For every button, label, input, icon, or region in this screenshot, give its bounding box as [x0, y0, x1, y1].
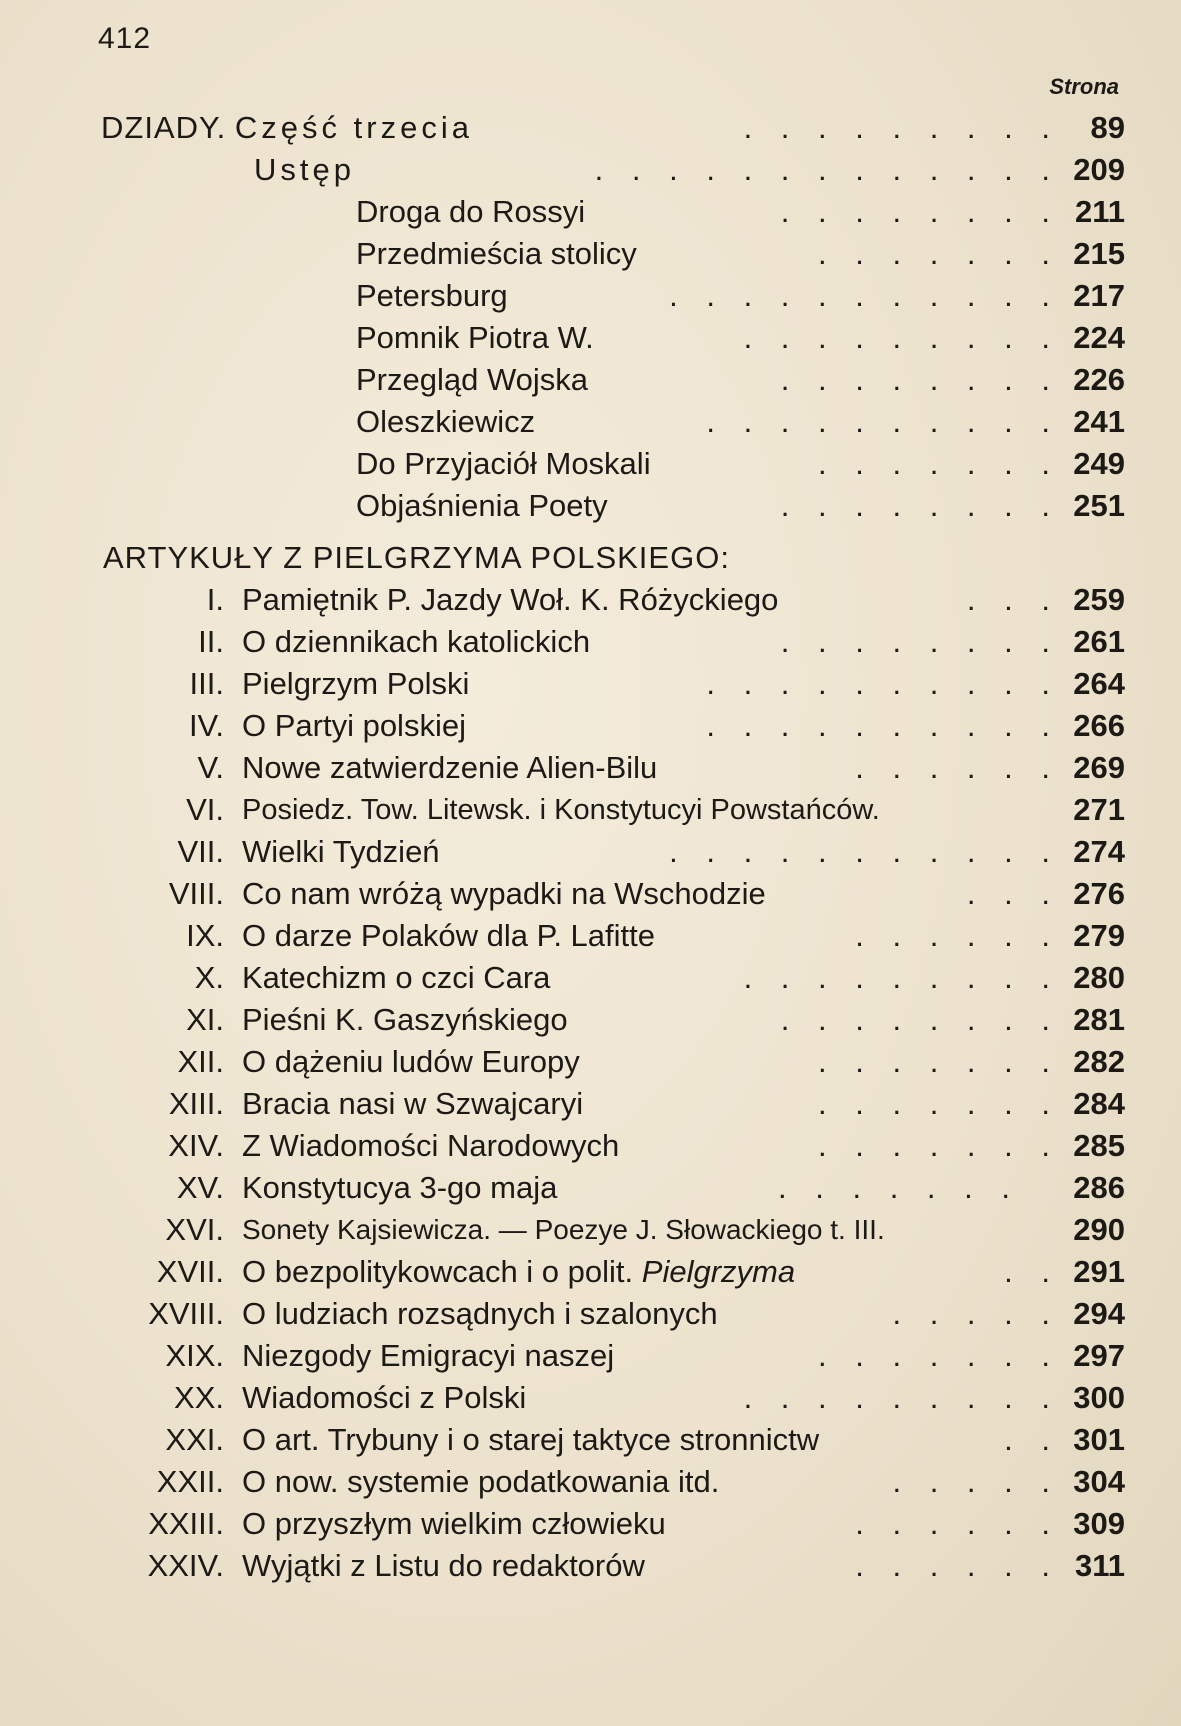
toc-roman-numeral: XVIII.	[148, 1296, 224, 1331]
leader-dots: . . . . . .	[855, 750, 1060, 785]
toc-page-number: 284	[1073, 1086, 1125, 1121]
toc-page-number: 89	[1090, 110, 1125, 145]
toc-article-entry	[0, 1042, 1181, 1082]
toc-roman-numeral: X.	[194, 960, 224, 995]
toc-entry-title: Droga do Rossyi	[356, 194, 586, 229]
toc-page-number: 311	[1074, 1548, 1125, 1583]
toc-roman-numeral: XII.	[177, 1044, 224, 1079]
toc-entry-title: Pamiętnik P. Jazdy Woł. K. Różyckiego	[242, 582, 779, 617]
toc-roman-numeral: XI.	[186, 1002, 224, 1037]
toc-subentry	[0, 276, 1181, 316]
toc-subentry	[0, 486, 1181, 526]
toc-page-number: 241	[1073, 404, 1125, 439]
page-number: 412	[98, 22, 152, 55]
toc-article-entry	[0, 1252, 1181, 1292]
toc-page-number: 274	[1073, 834, 1125, 869]
leader-dots: . . . . . . .	[818, 1128, 1060, 1163]
toc-article-entry	[0, 1126, 1181, 1166]
toc-entry-title: Przegląd Wojska	[356, 362, 589, 397]
toc-roman-numeral: V.	[197, 750, 224, 785]
leader-dots: . . . . . .	[855, 1506, 1060, 1541]
toc-page-number: 217	[1073, 278, 1125, 313]
toc-entry-title: Przedmieścia stolicy	[356, 236, 637, 271]
toc-entry-title: Z Wiadomości Narodowych	[242, 1128, 620, 1163]
toc-subentry	[0, 192, 1181, 232]
toc-article-entry	[0, 664, 1181, 704]
toc-entry-title: O ludziach rozsądnych i szalonych	[242, 1296, 718, 1331]
toc-roman-numeral: XV.	[176, 1170, 224, 1205]
page-column-header: Strona	[1049, 74, 1119, 99]
toc-article-entry	[0, 1000, 1181, 1040]
toc-entry-title: Niezgody Emigracyi naszej	[242, 1338, 615, 1373]
toc-roman-numeral: XXII.	[156, 1464, 224, 1499]
leader-dots: . . . . . .	[855, 918, 1060, 953]
toc-page-number: 297	[1073, 1338, 1125, 1373]
leader-dots: . . . . . . . . . .	[706, 708, 1060, 743]
leader-dots: . . . . . . . . . .	[706, 666, 1060, 701]
toc-entry-title: O Partyi polskiej	[242, 708, 466, 743]
toc-article-entry	[0, 832, 1181, 872]
toc-entry-title: O bezpolitykowcach i o polit.	[242, 1254, 634, 1289]
leader-dots: . . . . . . . . . . .	[669, 834, 1060, 869]
leader-dots: . . . . . . .	[818, 1086, 1060, 1121]
toc-page-number: 280	[1073, 960, 1125, 995]
toc-roman-numeral: XXI.	[165, 1422, 224, 1457]
toc-page-number: 211	[1074, 194, 1125, 229]
leader-dots: . . . . . . . . . . .	[669, 278, 1060, 313]
toc-roman-numeral: I.	[206, 582, 224, 617]
toc-roman-numeral: XXIV.	[147, 1548, 224, 1583]
toc-entry-title: Ustęp	[254, 152, 355, 187]
toc-page-number: 209	[1073, 152, 1125, 187]
toc-article-entry	[0, 1168, 1181, 1208]
toc-entry-title: Konstytucya 3-go maja	[242, 1170, 558, 1205]
toc-page-number: 282	[1073, 1044, 1125, 1079]
toc-entry-title: O now. systemie podatkowania itd.	[242, 1464, 720, 1499]
leader-dots: . . . . . . . .	[780, 1002, 1060, 1037]
toc-entry-title: Sonety Kajsiewicza. — Poezye J. Słowackiego t. III.	[242, 1214, 885, 1245]
toc-subentry	[0, 318, 1181, 358]
toc-article-entry	[0, 706, 1181, 746]
toc-article-entry	[0, 916, 1181, 956]
toc-entry-title: O dążeniu ludów Europy	[242, 1044, 580, 1079]
toc-subentry	[0, 444, 1181, 484]
toc-entry-title: Wielki Tydzień	[242, 834, 440, 869]
toc-page-number: 271	[1073, 792, 1125, 827]
toc-entry-title: O dziennikach katolickich	[242, 624, 591, 659]
leader-dots: . . . . . . . .	[780, 624, 1060, 659]
toc-roman-numeral: XIX.	[165, 1338, 224, 1373]
leader-dots: . . . . . . .	[818, 1044, 1060, 1079]
leader-dots: . .	[1004, 1422, 1060, 1457]
toc-roman-numeral: XXIII.	[148, 1506, 224, 1541]
leader-dots: . . . . . . . .	[780, 194, 1060, 229]
toc-work-subtitle: Część trzecia	[234, 110, 473, 145]
leader-dots: . .	[1004, 1254, 1060, 1289]
toc-page-number: 259	[1073, 582, 1125, 617]
leader-dots: . . . . . .	[855, 1548, 1060, 1583]
toc-page-number: 304	[1073, 1464, 1125, 1499]
leader-dots: . . . . . . .	[818, 1338, 1060, 1373]
toc-work-title: DZIADY.	[101, 110, 227, 145]
toc-entry-title: Pomnik Piotra W.	[356, 320, 594, 355]
toc-article-entry	[0, 622, 1181, 662]
toc-entry-title: Co nam wróżą wypadki na Wschodzie	[242, 876, 766, 911]
toc-entry-title: O przyszłym wielkim człowieku	[242, 1506, 666, 1541]
section-heading: ARTYKUŁY Z PIELGRZYMA POLSKIEGO:	[103, 540, 730, 575]
toc-roman-numeral: III.	[189, 666, 224, 701]
toc-page-number: 301	[1073, 1422, 1125, 1457]
toc-entry-title: Posiedz. Tow. Litewsk. i Konstytucyi Powstańców.	[242, 794, 880, 826]
toc-page-number: 224	[1073, 320, 1125, 355]
toc-entry-title: Petersburg	[356, 278, 508, 313]
leader-dots: . . . . . . .	[818, 446, 1060, 481]
toc-entry-title: O art. Trybuny i o starej taktyce stronnictw	[242, 1422, 820, 1457]
toc-entry-title: Bracia nasi w Szwajcaryi	[242, 1086, 584, 1121]
toc-article-entry	[0, 1336, 1181, 1376]
toc-page-number: 249	[1073, 446, 1125, 481]
toc-page-number: 269	[1073, 750, 1125, 785]
toc-page-number: 309	[1073, 1506, 1125, 1541]
toc-article-entry	[0, 580, 1181, 620]
toc-entry-title: Do Przyjaciół Moskali	[356, 446, 651, 481]
toc-roman-numeral: VIII.	[168, 876, 224, 911]
leader-dots: . . .	[966, 876, 1060, 911]
toc-article-entry	[0, 1084, 1181, 1124]
toc-page-number: 300	[1073, 1380, 1125, 1415]
toc-roman-numeral: XIII.	[168, 1086, 224, 1121]
toc-page-number: 294	[1073, 1296, 1125, 1331]
toc-subentry	[0, 360, 1181, 400]
leader-dots: . . . . . . .	[778, 1170, 1020, 1205]
leader-dots: . . . . . . . . .	[743, 320, 1060, 355]
toc-entry-title: Pielgrzym Polski	[242, 666, 470, 701]
leader-dots: . . . . . . . .	[780, 362, 1060, 397]
leader-dots: . . . . . . . . .	[743, 110, 1060, 145]
toc-article-entry	[0, 1210, 1181, 1250]
toc-roman-numeral: XVII.	[156, 1254, 224, 1289]
toc-page-number: 251	[1073, 488, 1125, 523]
toc-entry-dziady	[0, 108, 1181, 148]
leader-dots: . . . . . . . . . .	[706, 404, 1060, 439]
toc-page-number: 279	[1073, 918, 1125, 953]
toc-roman-numeral: XX.	[174, 1380, 224, 1415]
toc-entry-title: Pieśni K. Gaszyńskiego	[242, 1002, 568, 1037]
toc-page-number: 281	[1073, 1002, 1125, 1037]
leader-dots: . . . . .	[892, 1296, 1060, 1331]
toc-entry-title: Katechizm o czci Cara	[242, 960, 551, 995]
toc-entry-title: Nowe zatwierdzenie Alien-Bilu	[242, 750, 658, 785]
toc-roman-numeral: VII.	[177, 834, 224, 869]
toc-subentry	[0, 234, 1181, 274]
toc-article-entry	[0, 748, 1181, 788]
toc-roman-numeral: XIV.	[168, 1128, 224, 1163]
toc-page-number: 261	[1073, 624, 1125, 659]
leader-dots: . . . . . . . .	[780, 488, 1060, 523]
toc-page-number: 290	[1073, 1212, 1125, 1247]
toc-article-entry	[0, 1294, 1181, 1334]
toc-roman-numeral: XVI.	[165, 1212, 224, 1247]
toc-page-number: 276	[1073, 876, 1125, 911]
leader-dots: . . . . . . . . .	[743, 960, 1060, 995]
toc-article-entry	[0, 874, 1181, 914]
toc-article-entry	[0, 1462, 1181, 1502]
leader-dots: . . . . . . . . . . . . .	[594, 152, 1060, 187]
toc-article-entry	[0, 958, 1181, 998]
toc-entry-title: Oleszkiewicz	[356, 404, 536, 439]
leader-dots: . . . . .	[892, 1464, 1060, 1499]
toc-entry-ustep	[0, 150, 1181, 190]
toc-roman-numeral: VI.	[186, 792, 224, 827]
toc-roman-numeral: IV.	[188, 708, 224, 743]
leader-dots: . . .	[966, 582, 1060, 617]
toc-page-number: 285	[1073, 1128, 1125, 1163]
toc-article-entry	[0, 1378, 1181, 1418]
toc-entry-title: O darze Polaków dla P. Lafitte	[242, 918, 656, 953]
toc-page-number: 291	[1073, 1254, 1125, 1289]
leader-dots: . . . . . . . . .	[743, 1380, 1060, 1415]
toc-article-entry	[0, 1504, 1181, 1544]
toc-article-entry	[0, 1546, 1181, 1586]
toc-entry-title: Wyjątki z Listu do redaktorów	[242, 1548, 645, 1583]
toc-page-number: 215	[1073, 236, 1125, 271]
leader-dots: . . . . . . .	[818, 236, 1060, 271]
toc-article-entry	[0, 1420, 1181, 1460]
toc-page-number: 226	[1073, 362, 1125, 397]
toc-entry-title: Objaśnienia Poety	[356, 488, 608, 523]
toc-page-number: 286	[1073, 1170, 1125, 1205]
toc-roman-numeral: II.	[198, 624, 224, 659]
toc-article-entry	[0, 790, 1181, 830]
toc-roman-numeral: IX.	[186, 918, 224, 953]
toc-page-number: 264	[1073, 666, 1125, 701]
toc-subentry	[0, 402, 1181, 442]
toc-page-number: 266	[1073, 708, 1125, 743]
toc-entry-title: Wiadomości z Polski	[242, 1380, 527, 1415]
toc-entry-title-italic: Pielgrzyma	[641, 1254, 796, 1289]
